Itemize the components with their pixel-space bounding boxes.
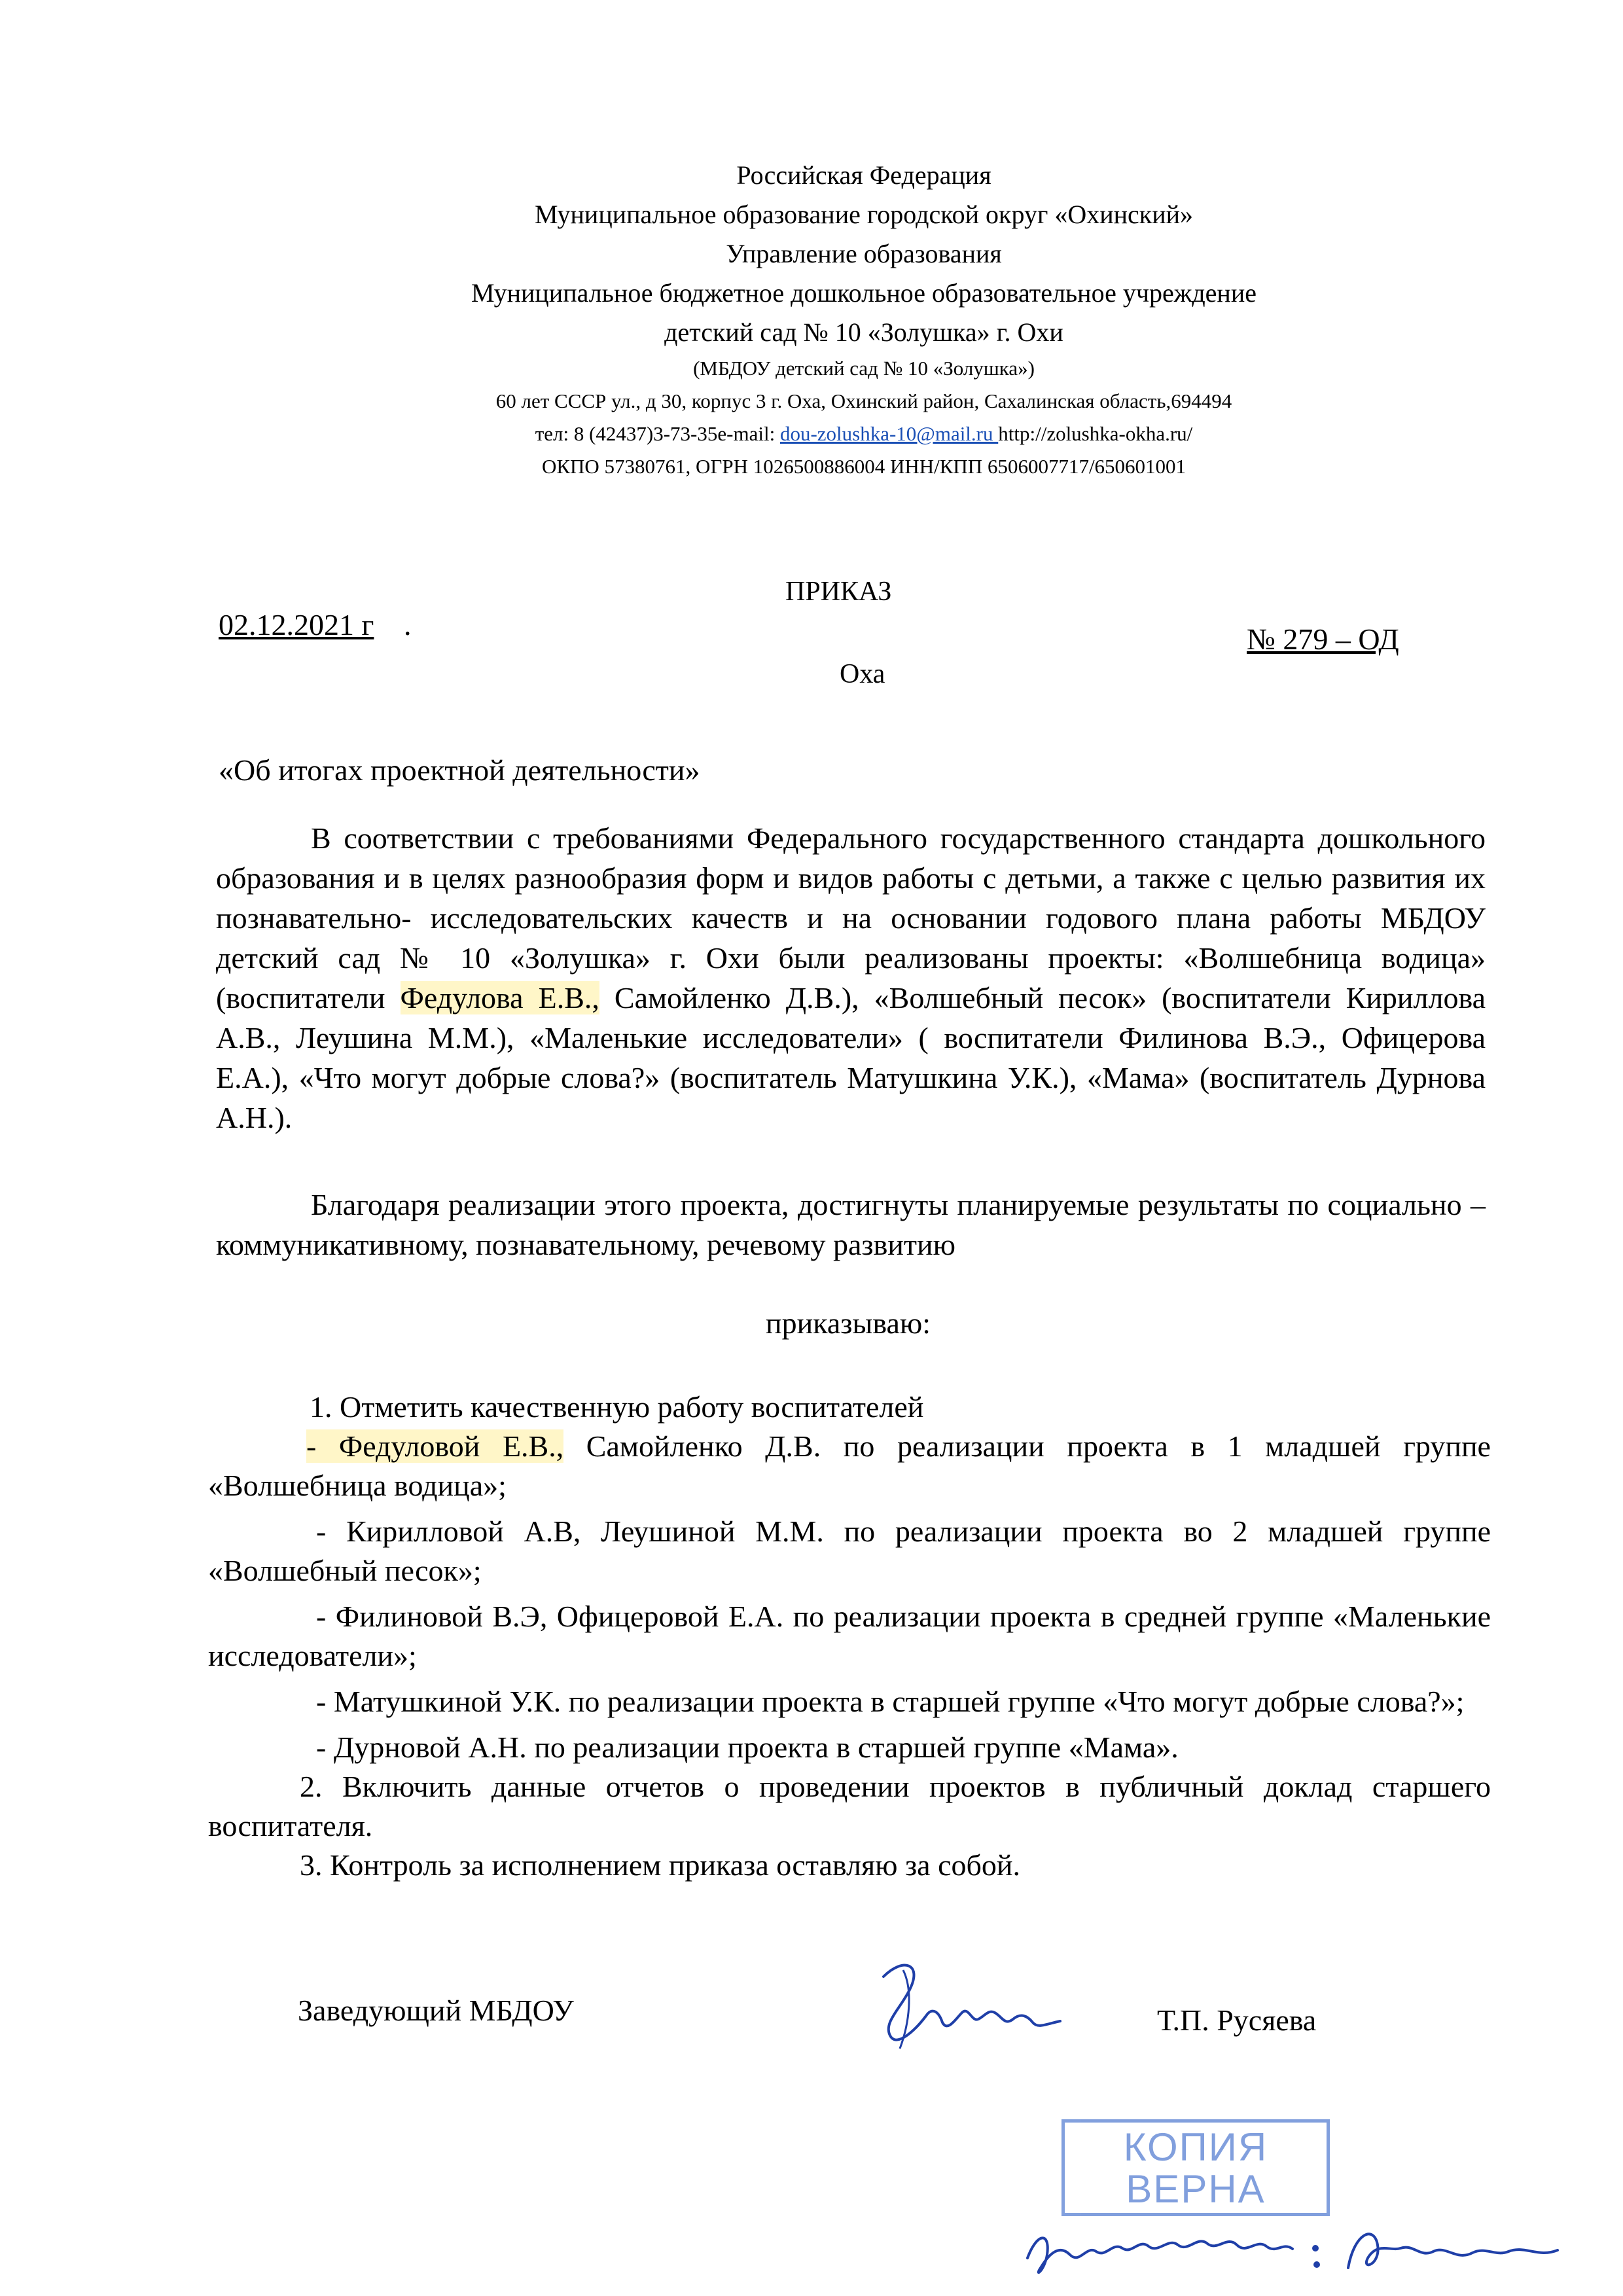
header-country: Российская Федерация	[736, 160, 991, 190]
list-item-1a-text: Самойленко Д.В. по реализации проекта в 1 младшей группе «Волшебница водица»;	[208, 1429, 1491, 1502]
list-item-1: 1. Отметить качественную работу воспитателей	[310, 1390, 924, 1424]
list-item-2: 2. Включить данные отчетов о проведении проектов в публичный доклад старшего воспитателя.	[208, 1770, 1491, 1842]
list-item-1c: - Филиновой В.Э, Офицеровой Е.А. по реализации проекта в средней группе «Маленькие исследователи»;	[208, 1600, 1491, 1672]
header-department: Управление образования	[726, 239, 1002, 268]
paragraph-1-text-a: В соответствии с требованиями Федерального государственного стандарта дошкольного образования и в целях разнообразия форм и видов работы с детьми, а также с целью развития их познавательно- исследовательских качеств и на основании годового плана работы МБДОУ детский сад № 10 «Золушка» г. Охи были реализованы проекты: «Волшебница водица» (воспитатели	[216, 821, 1486, 1014]
document-date	[219, 607, 374, 642]
order-word: приказываю:	[766, 1306, 931, 1340]
header-tel: тел: 8 (42437)3-73-35e-mail:	[535, 422, 780, 445]
header-municipality: Муниципальное образование городской округ «Охинский»	[534, 200, 1194, 229]
date-suffix: .	[404, 608, 412, 641]
document-title: ПРИКАЗ	[785, 577, 892, 607]
stamp-line-1: КОПИЯ	[1123, 2125, 1268, 2169]
list-item-1b: - Кирилловой А.В, Леушиной М.М. по реализации проекта во 2 младшей группе «Волшебный песок»;	[208, 1515, 1491, 1587]
header-institution: Муниципальное бюджетное дошкольное образовательное учреждение	[471, 278, 1257, 308]
stamp-line-2: ВЕРНА	[1126, 2167, 1266, 2211]
header-kindergarten: детский сад № 10 «Золушка» г. Охи	[664, 317, 1063, 347]
website-link[interactable]: http://zolushka-okha.ru/	[998, 422, 1193, 445]
list-item-1a	[208, 1427, 1491, 1505]
paragraph-2	[216, 1185, 1486, 1265]
copy-certified-stamp	[1061, 2119, 1330, 2216]
list-item-1d: - Матушкиной У.К. по реализации проекта в старшей группе «Что могут добрые слова?»;	[316, 1685, 1465, 1718]
paragraph-1-highlight: Федулова Е.В.,	[400, 981, 599, 1014]
list-item-1e: - Дурновой А.Н. по реализации проекта в старшей группе «Мама».	[316, 1731, 1179, 1764]
header-contacts	[340, 418, 1387, 450]
signer-name: Т.П. Русяева	[1157, 2003, 1317, 2037]
letterhead	[340, 156, 1387, 483]
email-link[interactable]: dou-zolushka-10@mail.ru	[779, 422, 999, 445]
handwritten-note	[1021, 2206, 1584, 2284]
document-city: Оха	[840, 659, 885, 689]
list-item-3: 3. Контроль за исполнением приказа оставляю за собой.	[300, 1848, 1021, 1882]
paragraph-2-text: Благодаря реализации этого проекта, достигнуты планируемые результаты по социально – коммуникативному, познавательному, речевому развитию	[216, 1188, 1486, 1261]
date-value: 02.12.2021 г	[219, 608, 374, 641]
header-address: 60 лет СССР ул., д 30, корпус 3 г. Оха, Охинский район, Сахалинская область,694494	[495, 389, 1232, 412]
paragraph-1	[216, 818, 1486, 1138]
handwritten-signature	[864, 1950, 1073, 2055]
order-list	[208, 1388, 1491, 1885]
list-item-1a-highlight: - Федуловой Е.В.,	[306, 1429, 564, 1463]
document-number: № 279 – ОД	[1247, 622, 1399, 656]
header-codes: ОКПО 57380761, ОГРН 1026500886004 ИНН/КПП 6506007717/650601001	[541, 455, 1186, 478]
document-subject: «Об итогах проектной деятельности»	[219, 753, 700, 787]
signer-position: Заведующий МБДОУ	[298, 1994, 574, 2027]
header-abbreviation: (МБДОУ детский сад № 10 «Золушка»)	[693, 357, 1035, 380]
paragraph-1-text-b: Самойленко Д.В.), «Волшебный песок» (воспитатели Кириллова А.В., Леушина М.М.), «Маленькие исследователи» ( воспитатели Филинова В.Э., Офицерова Е.А.), «Что могут добрые слова?» (воспитатель Матушкина У.К.), «Мама» (воспитатель Дурнова А.Н.).	[216, 981, 1486, 1134]
